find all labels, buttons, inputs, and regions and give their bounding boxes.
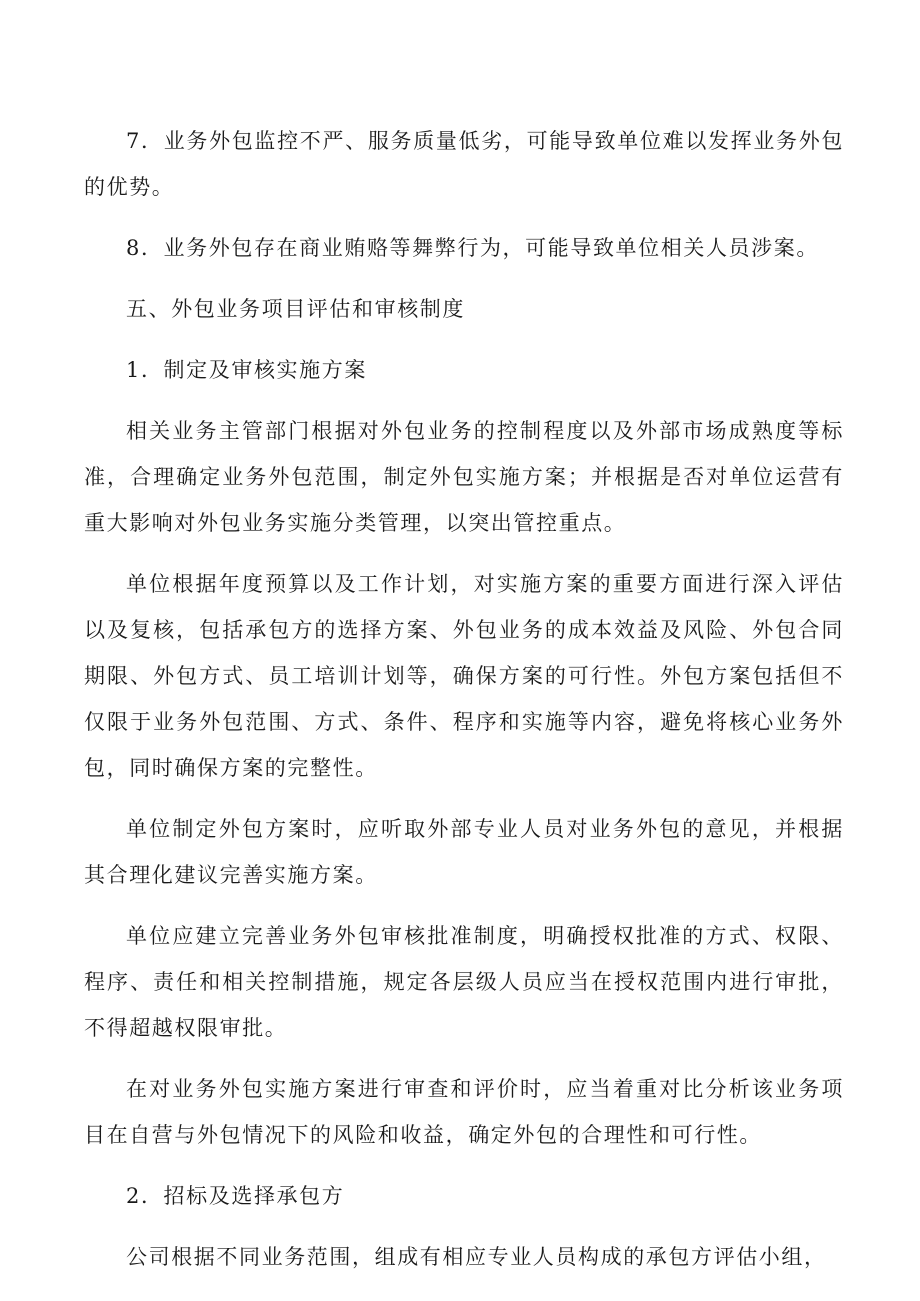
body-paragraph-4: 单位应建立完善业务外包审核批准制度，明确授权批准的方式、权限、程序、责任和相关控制措施，规定各层级人员应当在授权范围内进行审批，不得超越权限审批。 <box>84 924 844 1040</box>
risk-item-7: 7．业务外包监控不严、服务质量低劣，可能导致单位难以发挥业务外包的优势。 <box>84 129 844 199</box>
body-paragraph-3: 单位制定外包方案时，应听取外部专业人员对业务外包的意见，并根据其合理化建议完善实施方案。 <box>84 817 844 887</box>
body-paragraph-5: 在对业务外包实施方案进行审查和评价时，应当着重对比分析该业务项目在自营与外包情况下的风险和收益，确定外包的合理性和可行性。 <box>84 1077 844 1147</box>
body-paragraph-1: 相关业务主管部门根据对外包业务的控制程度以及外部市场成熟度等标准，合理确定业务外包范围，制定外包实施方案；并根据是否对单位运营有重大影响对外包业务实施分类管理，以突出管控重点。 <box>84 419 844 535</box>
section-heading-5: 五、外包业务项目评估和审核制度 <box>126 297 465 321</box>
risk-item-8: 8．业务外包存在商业贿赂等舞弊行为，可能导致单位相关人员涉案。 <box>126 236 819 260</box>
body-paragraph-2: 单位根据年度预算以及工作计划，对实施方案的重要方面进行深入评估以及复核，包括承包方的选择方案、外包业务的成本效益及风险、外包合同期限、外包方式、员工培训计划等，确保方案的可行性。外包方案包括但不仅限于业务外包范围、方式、条件、程序和实施等内容，避免将核心业务外包，同时确保方案的完整性。 <box>84 572 844 780</box>
subsection-heading-1: 1．制定及审核实施方案 <box>126 358 367 382</box>
document-body <box>84 118 844 1280</box>
subsection-heading-2: 2．招标及选择承包方 <box>126 1184 345 1208</box>
body-paragraph-6: 公司根据不同业务范围，组成有相应专业人员构成的承包方评估小组， <box>126 1245 827 1269</box>
